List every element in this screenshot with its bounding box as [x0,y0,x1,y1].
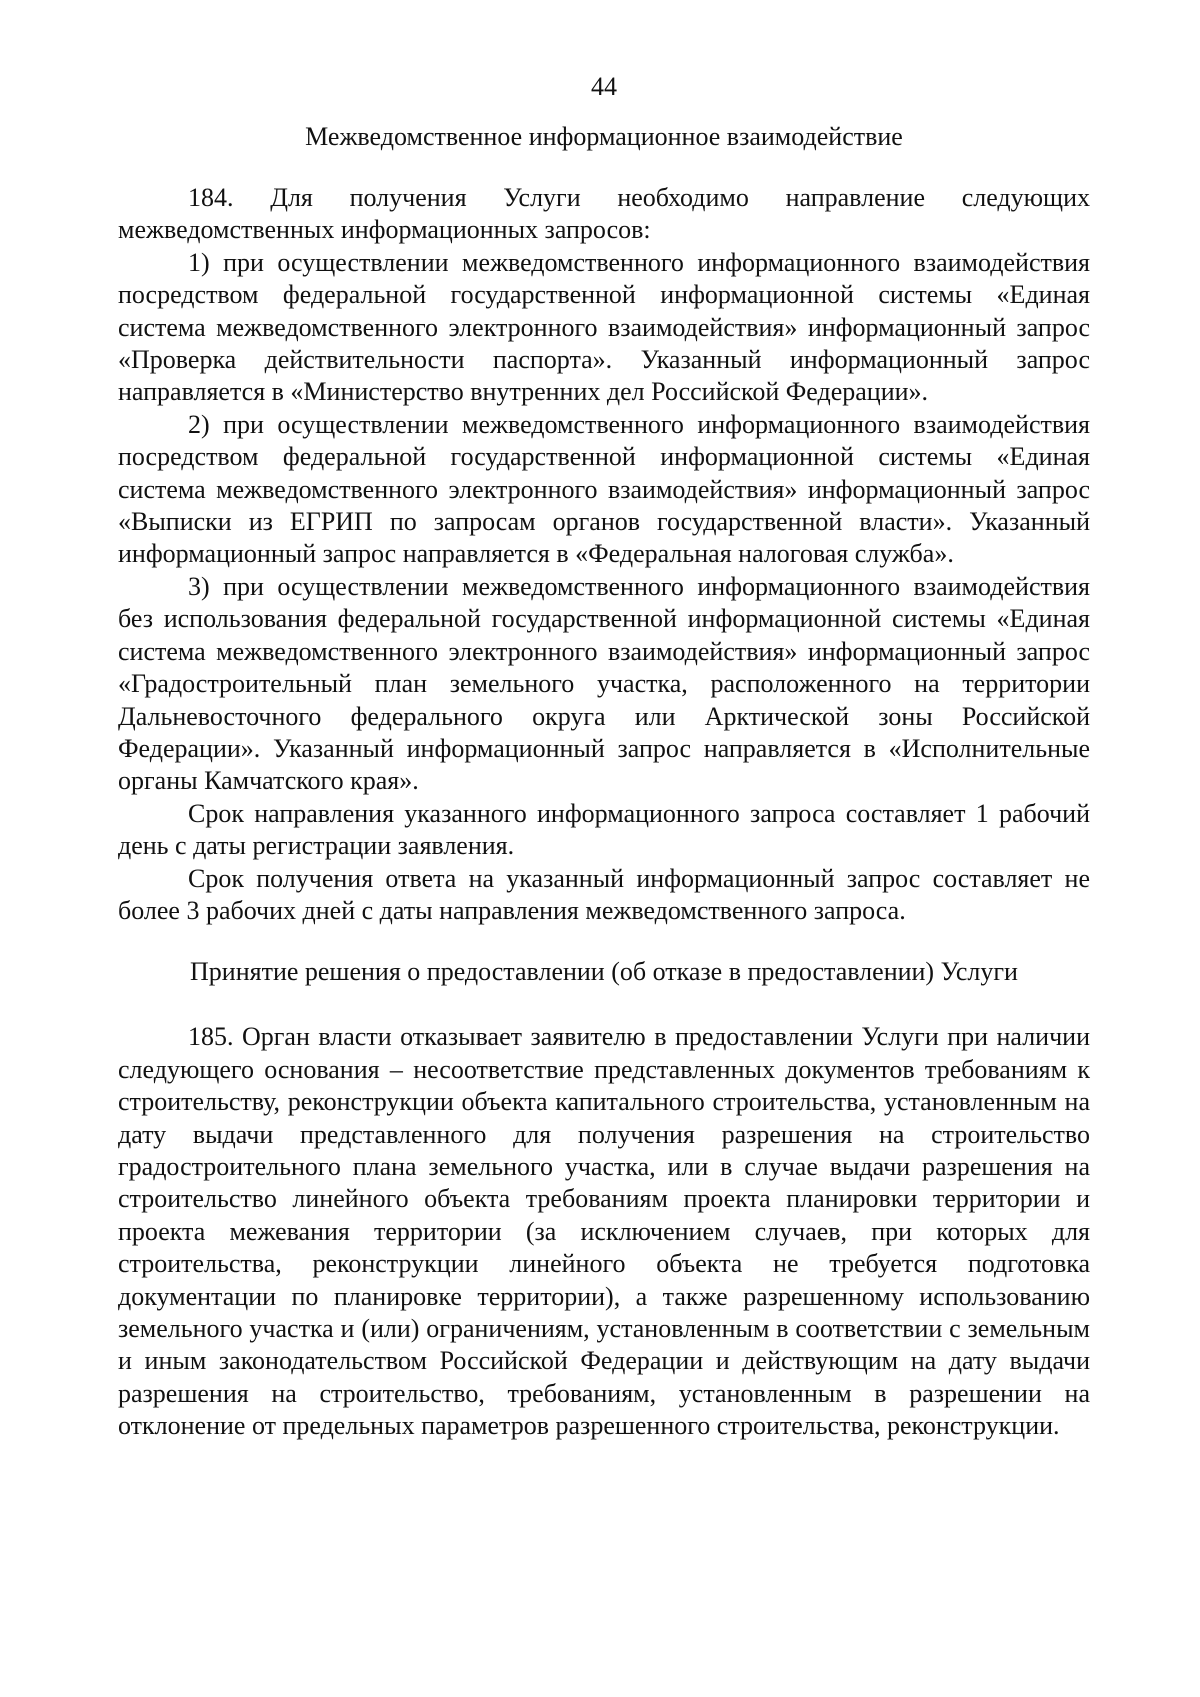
document-page [118,70,1090,1443]
paragraph-184-item-3: 3) при осуществлении межведомственного информационного взаимодействия без использования федеральной государственной информационной системы «Единая система межведомственного электронного взаимодействия» информационный запрос «Градостроительный план земельного участка, расположенного на территории Дальневосточного федерального округа или Арктической зоны Российской Федерации». Указанный информационный запрос направляется в «Исполнительные органы Камчатского края». [118,571,1090,796]
paragraph-184-item-1: 1) при осуществлении межведомственного информационного взаимодействия посредством федеральной государственной информационной системы «Единая система межведомственного электронного взаимодействия» информационный запрос «Проверка действительности паспорта». Указанный информационный запрос направляется в «Министерство внутренних дел Российской Федерации». [118,247,1090,407]
paragraph-185: 185. Орган власти отказывает заявителю в предоставлении Услуги при наличии следующего основания – несоответствие представленных документов требованиям к строительству, реконструкции объекта капитального строительства, установленным на дату выдачи представленного для получения разрешения на строительство градостроительного плана земельного участка, или в случае выдачи разрешения на строительство линейного объекта требованиям проекта планировки территории и проекта межевания территории (за исключением случаев, при которых для строительства, реконструкции линейного объекта не требуется подготовка документации по планировке территории), а также разрешенному использованию земельного участка и (или) ограничениям, установленным в соответствии с земельным и иным законодательством Российской Федерации и действующим на дату выдачи разрешения на строительство, требованиям, установленным в разрешении на отклонение от предельных параметров разрешенного строительства, реконструкции. [118,1022,1090,1441]
section-heading-interagency: Межведомственное информационное взаимодействие [305,122,903,151]
paragraph-response-deadline: Срок получения ответа на указанный информационный запрос составляет не более 3 рабочих дней с даты направления межведомственного запроса. [118,863,1090,925]
paragraph-184: 184. Для получения Услуги необходимо направление следующих межведомственных информационных запросов: [118,183,1090,245]
paragraph-request-deadline: Срок направления указанного информационного запроса составляет 1 рабочий день с даты регистрации заявления. [118,798,1090,861]
paragraph-184-item-2: 2) при осуществлении межведомственного информационного взаимодействия посредством федеральной государственной информационной системы «Единая система межведомственного электронного взаимодействия» информационный запрос «Выписки из ЕГРИП по запросам органов государственной власти». Указанный информационный запрос направляется в «Федеральная налоговая служба». [118,409,1090,569]
page-number: 44 [591,72,617,101]
section-heading-decision: Принятие решения о предоставлении (об отказе в предоставлении) Услуги [190,957,1018,987]
